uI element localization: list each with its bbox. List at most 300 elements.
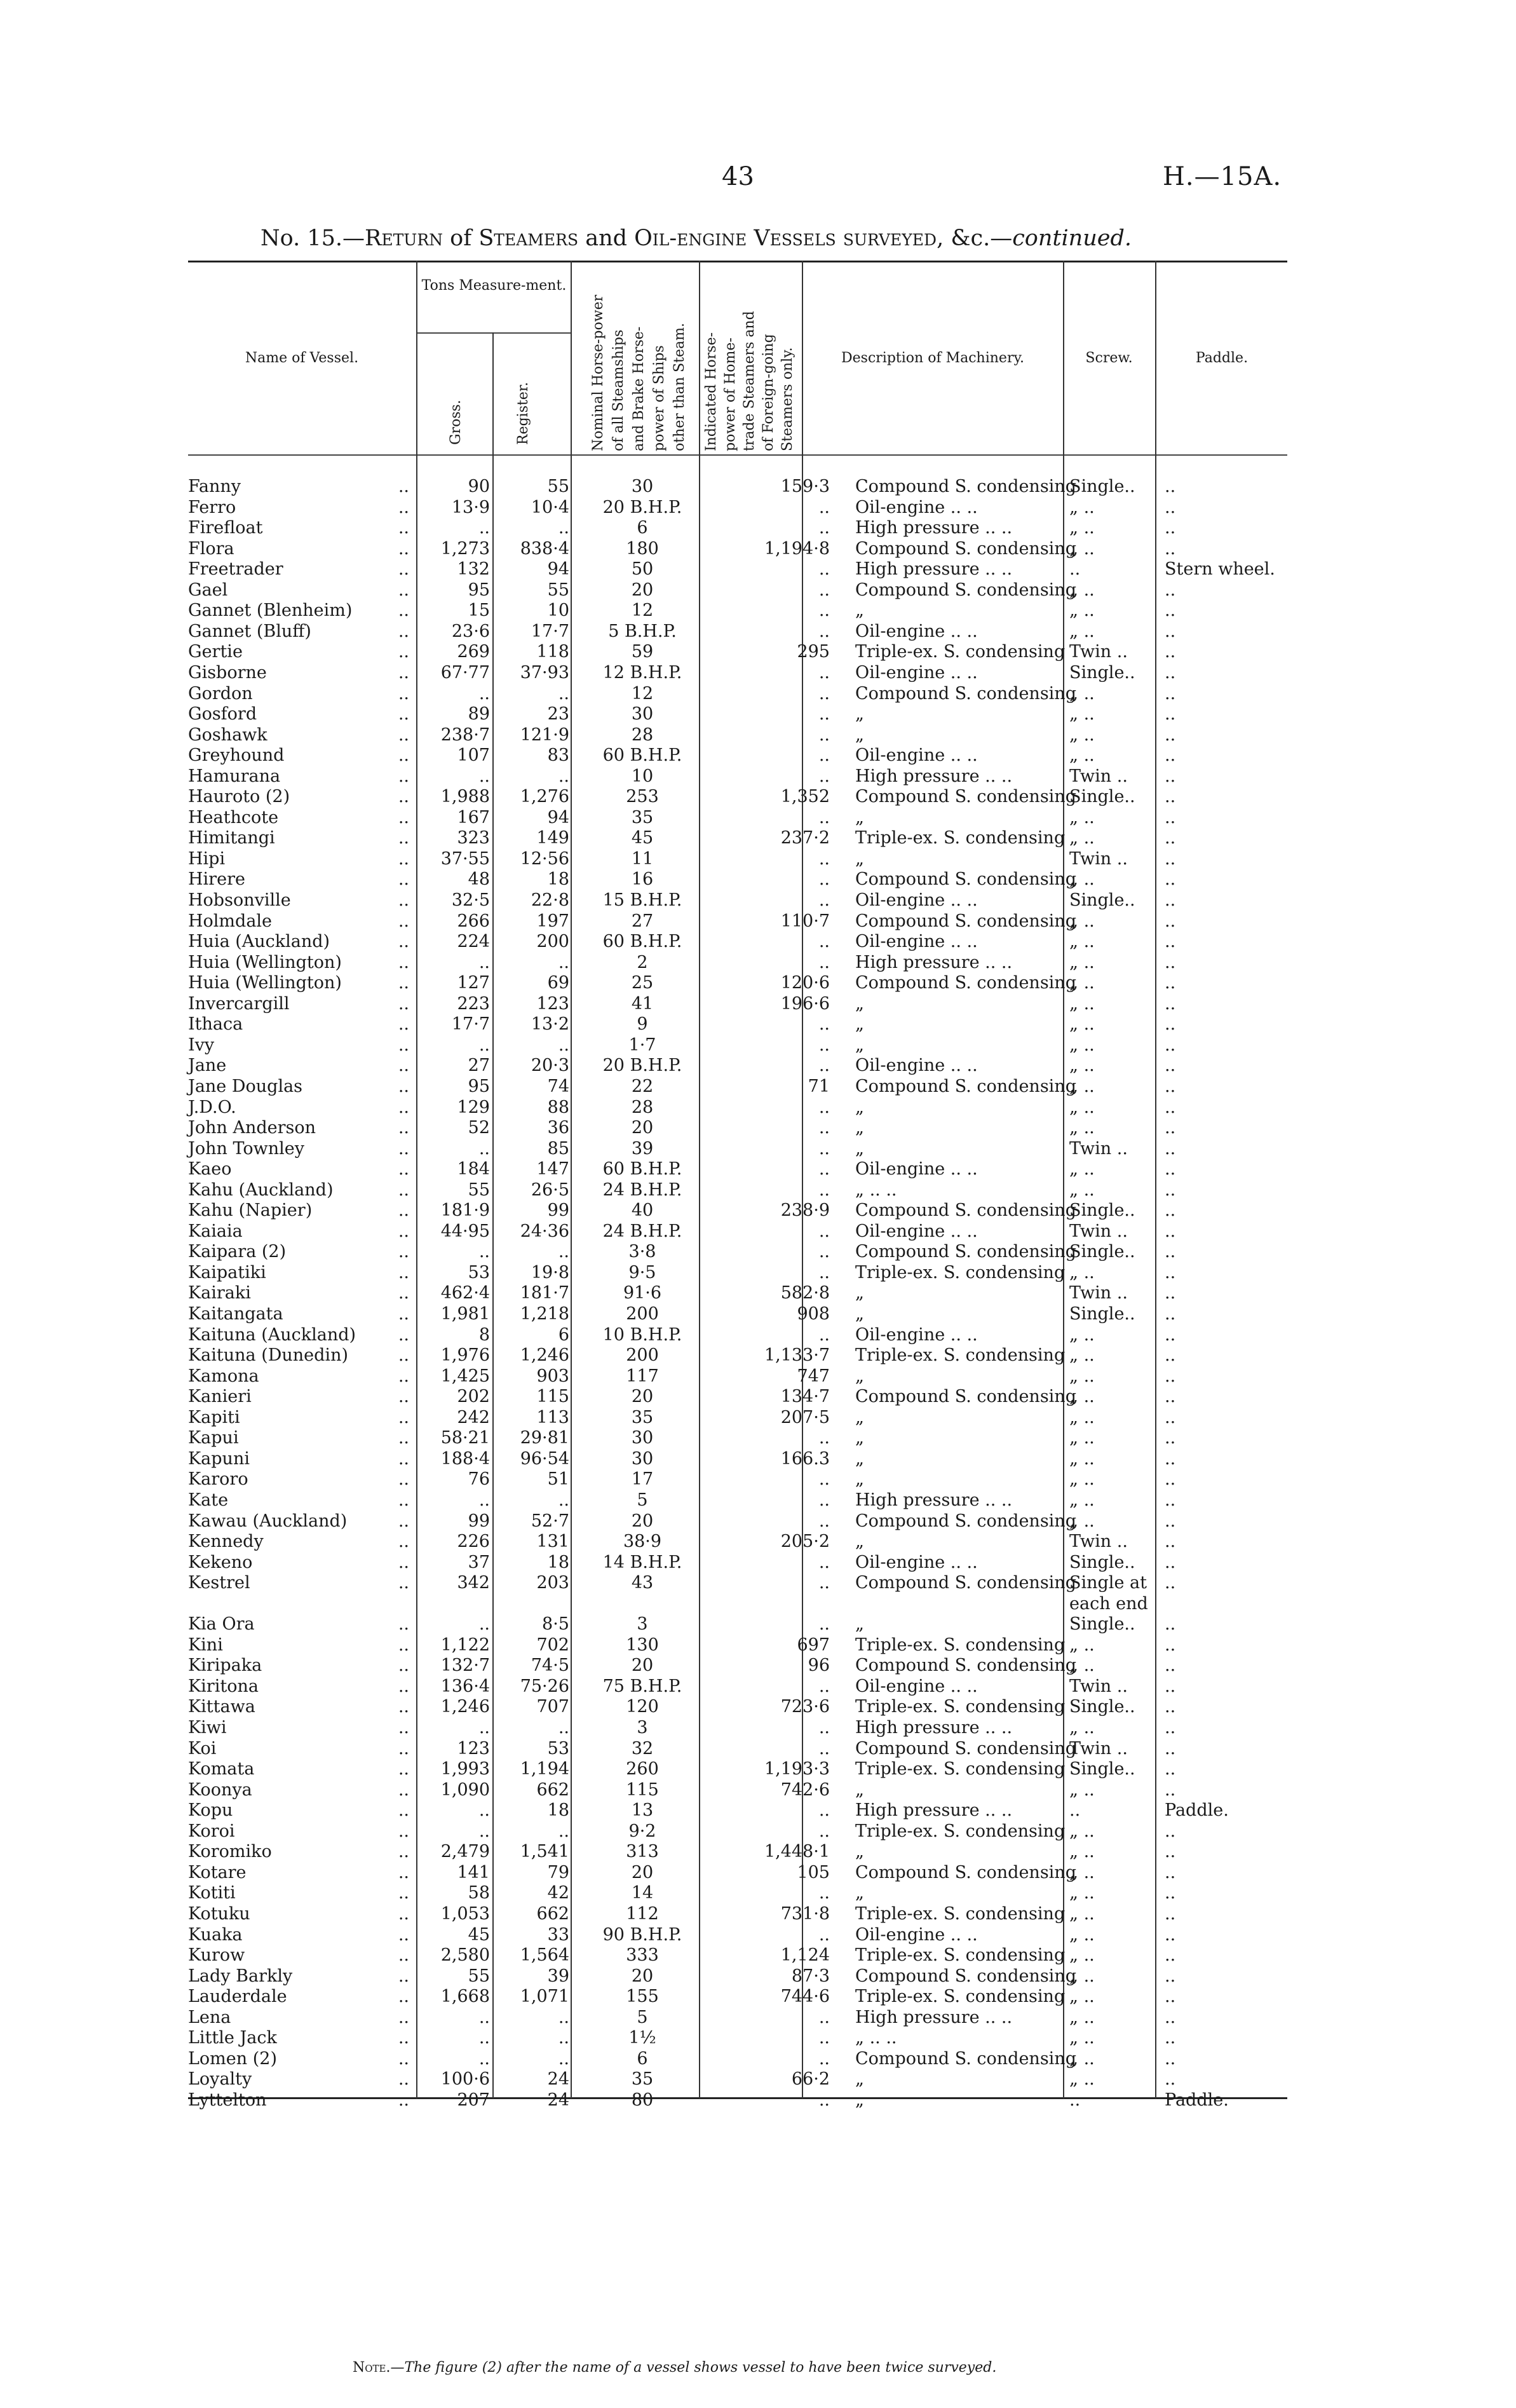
table-row xyxy=(188,1532,1306,1552)
table-row xyxy=(188,539,1306,559)
table-row xyxy=(188,973,1306,993)
cell-gross: 184 xyxy=(457,1159,490,1179)
leader-dots: .. xyxy=(398,1098,409,1117)
cell-paddle: Paddle. xyxy=(1165,2090,1229,2110)
cell-paddle: .. xyxy=(1165,2008,1176,2027)
leader-dots: .. xyxy=(398,808,409,827)
cell-register: 23 xyxy=(547,704,569,724)
leader-dots: .. xyxy=(398,787,409,806)
cell-gross: 132 xyxy=(457,559,490,579)
leader-dots: .. xyxy=(398,1387,409,1406)
cell-screw: „ .. xyxy=(1069,2008,1095,2027)
cell-description: Oil-engine .. .. xyxy=(855,932,978,951)
cell-name: Kopu xyxy=(188,1800,233,1820)
cell-nominal: 59 xyxy=(631,642,654,662)
leader-dots: .. xyxy=(398,1532,409,1551)
header-gross: Gross. xyxy=(448,400,464,445)
cell-paddle: .. xyxy=(1165,1263,1176,1282)
title-etc: , &c.— xyxy=(937,226,1013,251)
cell-screw: Single.. xyxy=(1069,477,1135,496)
cell-indicated: 744·6 xyxy=(780,1987,830,2006)
leader-dots: .. xyxy=(398,1490,409,1510)
cell-description: „ xyxy=(855,1842,864,1861)
cell-gross: 90 xyxy=(468,477,490,496)
cell-nominal: 45 xyxy=(631,828,654,848)
cell-screw: Twin .. xyxy=(1069,1532,1128,1551)
cell-screw: „ .. xyxy=(1069,601,1095,620)
cell-screw: „ .. xyxy=(1069,1387,1095,1406)
cell-gross: 202 xyxy=(457,1387,490,1406)
cell-gross: 13·9 xyxy=(451,498,490,517)
cell-paddle: .. xyxy=(1165,766,1176,786)
cell-name: Greyhound xyxy=(188,745,285,765)
cell-indicated: .. xyxy=(818,1469,830,1489)
cell-paddle: .. xyxy=(1165,1221,1176,1241)
cell-indicated: 207·5 xyxy=(780,1408,830,1427)
cell-screw: „ .. xyxy=(1069,1925,1095,1945)
cell-paddle: .. xyxy=(1165,1925,1176,1945)
header-indicated-hp-line: Indicated Horse- xyxy=(703,332,719,451)
cell-register: 18 xyxy=(547,869,569,889)
table-row xyxy=(188,1573,1306,1593)
cell-screw: Twin .. xyxy=(1069,1739,1128,1758)
cell-indicated: 1,133·7 xyxy=(764,1345,830,1365)
cell-screw: Single.. xyxy=(1069,890,1135,910)
cell-register: 123 xyxy=(536,994,569,1014)
page-number: 43 xyxy=(722,162,754,191)
table-row xyxy=(188,1118,1306,1138)
leader-dots: .. xyxy=(398,663,409,683)
cell-gross: 55 xyxy=(468,1966,490,1986)
cell-paddle: .. xyxy=(1165,1697,1176,1717)
cell-gross: 89 xyxy=(468,704,490,724)
table-row xyxy=(188,477,1306,497)
cell-name: Kurow xyxy=(188,1945,245,1965)
cell-name: Himitangi xyxy=(188,828,275,848)
cell-name: Fanny xyxy=(188,477,241,496)
cell-screw: .. xyxy=(1069,1800,1081,1820)
cell-indicated: .. xyxy=(818,808,830,827)
cell-indicated: 1,352 xyxy=(780,787,830,806)
cell-nominal: 10 xyxy=(631,766,654,786)
cell-screw: „ .. xyxy=(1069,1014,1095,1034)
table-row xyxy=(188,1780,1306,1800)
cell-screw: „ .. xyxy=(1069,539,1095,559)
cell-register: .. xyxy=(558,766,569,786)
cell-paddle: .. xyxy=(1165,994,1176,1014)
cell-nominal: 3·8 xyxy=(628,1242,656,1262)
cell-name: Lady Barkly xyxy=(188,1966,293,1986)
table-row xyxy=(188,1718,1306,1738)
cell-indicated: 747 xyxy=(797,1366,830,1386)
cell-screw: „ .. xyxy=(1069,1966,1095,1986)
cell-screw: „ .. xyxy=(1069,1180,1095,1200)
table-row xyxy=(188,932,1306,952)
cell-gross: 100·6 xyxy=(440,2069,490,2089)
cell-indicated: .. xyxy=(818,1490,830,1510)
cell-paddle: .. xyxy=(1165,1035,1176,1055)
table-row xyxy=(188,766,1306,787)
header-description: Description of Machinery. xyxy=(841,350,1024,366)
cell-indicated: .. xyxy=(818,1800,830,1820)
cell-paddle: .. xyxy=(1165,973,1176,993)
cell-nominal: 30 xyxy=(631,477,654,496)
cell-screw: Single.. xyxy=(1069,1304,1135,1324)
cell-indicated: .. xyxy=(818,2008,830,2027)
cell-name: Lauderdale xyxy=(188,1987,287,2006)
cell-description: „ xyxy=(855,2069,864,2089)
cell-indicated: .. xyxy=(818,559,830,579)
table-row xyxy=(188,911,1306,932)
cell-description: Oil-engine .. .. xyxy=(855,1925,978,1945)
cell-nominal: 9·5 xyxy=(628,1263,656,1282)
cell-paddle: .. xyxy=(1165,1904,1176,1924)
cell-name: Kanieri xyxy=(188,1387,252,1406)
cell-paddle: .. xyxy=(1165,1739,1176,1758)
cell-name: Jane xyxy=(188,1056,227,1075)
cell-indicated: .. xyxy=(818,1573,830,1593)
cell-screw: „ .. xyxy=(1069,498,1095,517)
cell-description: „ xyxy=(855,1366,864,1386)
leader-dots: .. xyxy=(398,642,409,662)
leader-dots: .. xyxy=(398,1925,409,1945)
cell-paddle: .. xyxy=(1165,1469,1176,1489)
cell-register: 662 xyxy=(536,1904,569,1924)
cell-nominal: 120 xyxy=(626,1697,659,1717)
cell-register: .. xyxy=(558,1821,569,1841)
leader-dots: .. xyxy=(398,1614,409,1634)
leader-dots: .. xyxy=(398,766,409,786)
cell-indicated: .. xyxy=(818,1511,830,1531)
cell-nominal: 5 B.H.P. xyxy=(608,622,677,641)
cell-description: Compound S. condensing xyxy=(855,1966,1076,1986)
cell-nominal: 80 xyxy=(631,2090,654,2110)
header-screw: Screw. xyxy=(1085,350,1133,366)
leader-dots: .. xyxy=(398,1821,409,1841)
cell-nominal: 20 xyxy=(631,1118,654,1138)
table-row xyxy=(188,828,1306,848)
cell-description: Compound S. condensing xyxy=(855,1242,1076,1262)
cell-paddle: .. xyxy=(1165,1201,1176,1220)
cell-screw: „ .. xyxy=(1069,1325,1095,1345)
cell-nominal: 43 xyxy=(631,1573,654,1593)
table-row xyxy=(188,1449,1306,1469)
cell-name: Kestrel xyxy=(188,1573,250,1593)
cell-register: 52·7 xyxy=(531,1511,569,1531)
cell-screw: „ .. xyxy=(1069,1118,1095,1138)
leader-dots: .. xyxy=(398,849,409,869)
cell-register: 115 xyxy=(536,1387,569,1406)
cell-nominal: 24 B.H.P. xyxy=(602,1180,682,1200)
cell-paddle: .. xyxy=(1165,663,1176,683)
cell-screw: „ .. xyxy=(1069,2028,1095,2048)
cell-name: Kuaka xyxy=(188,1925,243,1945)
cell-register: 707 xyxy=(536,1697,569,1717)
cell-gross: 23·6 xyxy=(451,622,490,641)
cell-screw: Twin .. xyxy=(1069,1221,1128,1241)
table-row xyxy=(188,808,1306,828)
cell-gross: 2,580 xyxy=(440,1945,490,1965)
cell-register: .. xyxy=(558,1035,569,1055)
cell-register: .. xyxy=(558,1490,569,1510)
table-row xyxy=(188,498,1306,518)
cell-screw: Single.. xyxy=(1069,1242,1135,1262)
cell-register: 113 xyxy=(536,1408,569,1427)
cell-gross: .. xyxy=(478,1718,490,1738)
cell-nominal: 180 xyxy=(626,539,659,559)
cell-screw: „ .. xyxy=(1069,622,1095,641)
cell-name: Gannet (Blenheim) xyxy=(188,601,353,620)
cell-paddle: .. xyxy=(1165,1821,1176,1841)
cell-description: Compound S. condensing xyxy=(855,1201,1076,1220)
table-row xyxy=(188,1614,1306,1635)
cell-name: Kate xyxy=(188,1490,229,1510)
cell-name: Ferro xyxy=(188,498,236,517)
cell-register: 1,246 xyxy=(520,1345,569,1365)
cell-description: Triple-ex. S. condensing xyxy=(855,828,1066,848)
cell-register: 1,218 xyxy=(520,1304,569,1324)
cell-nominal: 28 xyxy=(631,1098,654,1117)
cell-indicated: .. xyxy=(818,2028,830,2048)
cell-screw: Twin .. xyxy=(1069,849,1128,869)
cell-nominal: 75 B.H.P. xyxy=(602,1677,682,1696)
table-row xyxy=(188,2090,1306,2111)
cell-register: 10 xyxy=(547,601,569,620)
cell-screw: „ .. xyxy=(1069,580,1095,600)
cell-gross: 1,122 xyxy=(440,1635,490,1655)
cell-nominal: 20 xyxy=(631,580,654,600)
table-row xyxy=(188,2069,1306,2090)
table-row xyxy=(188,1656,1306,1676)
cell-indicated: 134·7 xyxy=(780,1387,830,1406)
cell-description: Compound S. condensing xyxy=(855,1863,1076,1882)
cell-indicated: .. xyxy=(818,1098,830,1117)
leader-dots: .. xyxy=(398,1718,409,1738)
table-row xyxy=(188,994,1306,1014)
cell-nominal: 40 xyxy=(631,1201,654,1220)
cell-gross: .. xyxy=(478,1139,490,1159)
cell-nominal: 155 xyxy=(626,1987,659,2006)
cell-screw: „ .. xyxy=(1069,1511,1095,1531)
cell-name: Kaipara (2) xyxy=(188,1242,287,1262)
cell-description: „ xyxy=(855,1408,864,1427)
cell-indicated: .. xyxy=(818,1739,830,1758)
cell-description: Oil-engine .. .. xyxy=(855,1056,978,1075)
cell-indicated: .. xyxy=(818,725,830,745)
cell-gross: 15 xyxy=(468,601,490,620)
table-row xyxy=(188,1883,1306,1903)
cell-paddle: .. xyxy=(1165,580,1176,600)
cell-paddle: .. xyxy=(1165,477,1176,496)
cell-name: Kaiaia xyxy=(188,1221,243,1241)
cell-gross: 76 xyxy=(468,1469,490,1489)
leader-dots: .. xyxy=(398,1345,409,1365)
cell-name: Koromiko xyxy=(188,1842,272,1861)
cell-register: 85 xyxy=(547,1139,569,1159)
cell-paddle: .. xyxy=(1165,2069,1176,2089)
cell-name: Kiritona xyxy=(188,1677,259,1696)
leader-dots: .. xyxy=(398,498,409,517)
cell-register: 197 xyxy=(536,911,569,931)
cell-nominal: 60 B.H.P. xyxy=(602,1159,682,1179)
cell-indicated: .. xyxy=(818,704,830,724)
cell-description: „ xyxy=(855,1139,864,1159)
cell-name: Kotuku xyxy=(188,1904,250,1924)
cell-nominal: 200 xyxy=(626,1304,659,1324)
cell-indicated: .. xyxy=(818,2090,830,2110)
cell-indicated: .. xyxy=(818,1677,830,1696)
cell-screw: Single.. xyxy=(1069,787,1135,806)
cell-paddle: .. xyxy=(1165,828,1176,848)
leader-dots: .. xyxy=(398,725,409,745)
title-steamers: Steamers xyxy=(478,226,579,251)
cell-indicated: .. xyxy=(818,1263,830,1282)
cell-screw: „ .. xyxy=(1069,1821,1095,1841)
table-row xyxy=(188,1594,1306,1614)
cell-nominal: 1·7 xyxy=(628,1035,656,1055)
cell-indicated: 238·9 xyxy=(780,1201,830,1220)
leader-dots: .. xyxy=(398,1201,409,1220)
cell-description: Compound S. condensing xyxy=(855,539,1076,559)
cell-nominal: 30 xyxy=(631,1449,654,1469)
cell-register: 181·7 xyxy=(520,1283,569,1303)
cell-paddle: .. xyxy=(1165,1842,1176,1861)
cell-description: High pressure .. .. xyxy=(855,953,1013,972)
cell-name: Kamona xyxy=(188,1366,259,1386)
cell-paddle: .. xyxy=(1165,1387,1176,1406)
cell-description: „ xyxy=(855,2090,864,2110)
cell-paddle: .. xyxy=(1165,539,1176,559)
cell-nominal: 11 xyxy=(631,849,654,869)
cell-description: Compound S. condensing xyxy=(855,1077,1076,1096)
cell-name: Hobsonville xyxy=(188,890,291,910)
cell-paddle: .. xyxy=(1165,1242,1176,1262)
cell-indicated: .. xyxy=(818,1221,830,1241)
cell-screw: „ .. xyxy=(1069,1635,1095,1655)
table-row xyxy=(188,704,1306,724)
cell-gross: 99 xyxy=(468,1511,490,1531)
cell-register: .. xyxy=(558,2008,569,2027)
cell-description: „ xyxy=(855,1469,864,1489)
cell-nominal: 253 xyxy=(626,787,659,806)
cell-gross: 266 xyxy=(457,911,490,931)
cell-description: „ xyxy=(855,704,864,724)
cell-gross: 52 xyxy=(468,1118,490,1138)
table-row xyxy=(188,1966,1306,1987)
cell-name: Huia (Wellington) xyxy=(188,953,342,972)
cell-register: 17·7 xyxy=(531,622,569,641)
table-row xyxy=(188,2008,1306,2028)
cell-name: Invercargill xyxy=(188,994,290,1014)
cell-gross: 2,479 xyxy=(440,1842,490,1861)
leader-dots: .. xyxy=(398,745,409,765)
cell-register: 118 xyxy=(536,642,569,662)
cell-register: 1,071 xyxy=(520,1987,569,2006)
cell-indicated: .. xyxy=(818,1118,830,1138)
header-indicated-hp-line: of Foreign-going xyxy=(761,334,776,451)
table-row xyxy=(188,1201,1306,1221)
cell-nominal: 1½ xyxy=(628,2028,656,2048)
cell-paddle: .. xyxy=(1165,1511,1176,1531)
table-row xyxy=(188,559,1306,580)
cell-nominal: 12 xyxy=(631,684,654,704)
cell-description: Compound S. condensing xyxy=(855,1511,1076,1531)
table-row xyxy=(188,953,1306,973)
cell-indicated: 120·6 xyxy=(780,973,830,993)
cell-register: .. xyxy=(558,518,569,538)
cell-register: 83 xyxy=(547,745,569,765)
cell-screw: „ .. xyxy=(1069,1345,1095,1365)
page-title xyxy=(261,226,1132,251)
cell-screw: „ .. xyxy=(1069,1263,1095,1282)
cell-register: 8·5 xyxy=(542,1614,569,1634)
cell-register: 88 xyxy=(547,1098,569,1117)
cell-name: Gertie xyxy=(188,642,243,662)
cell-register: 149 xyxy=(536,828,569,848)
leader-dots: .. xyxy=(398,1863,409,1882)
cell-paddle: .. xyxy=(1165,1408,1176,1427)
cell-gross: 17·7 xyxy=(451,1014,490,1034)
cell-screw: Single.. xyxy=(1069,1697,1135,1717)
cell-register: 203 xyxy=(536,1573,569,1593)
cell-register: 94 xyxy=(547,559,569,579)
cell-name: Kittawa xyxy=(188,1697,255,1717)
table-row xyxy=(188,1677,1306,1697)
cell-gross: .. xyxy=(478,1242,490,1262)
cell-name: Koi xyxy=(188,1739,217,1758)
leader-dots: .. xyxy=(398,911,409,931)
cell-indicated: .. xyxy=(818,1821,830,1841)
table-row xyxy=(188,1490,1306,1511)
cell-description: Compound S. condensing xyxy=(855,911,1076,931)
cell-register: 131 xyxy=(536,1532,569,1551)
cell-screw: „ .. xyxy=(1069,1077,1095,1096)
cell-description: High pressure .. .. xyxy=(855,1800,1013,1820)
cell-gross: 1,981 xyxy=(440,1304,490,1324)
cell-indicated: .. xyxy=(818,890,830,910)
table-row xyxy=(188,1842,1306,1862)
leader-dots: .. xyxy=(398,1511,409,1531)
cell-nominal: 41 xyxy=(631,994,654,1014)
leader-dots: .. xyxy=(398,1366,409,1386)
cell-gross: 1,988 xyxy=(440,787,490,806)
title-return: Return xyxy=(365,226,443,251)
leader-dots: .. xyxy=(398,828,409,848)
header-nominal-hp-line: power of Ships xyxy=(651,345,667,451)
title-continued: continued. xyxy=(1012,226,1132,251)
header-paddle: Paddle. xyxy=(1195,350,1249,366)
cell-screw: „ .. xyxy=(1069,1945,1095,1965)
cell-register: .. xyxy=(558,1718,569,1738)
leader-dots: .. xyxy=(398,684,409,704)
cell-description: High pressure .. .. xyxy=(855,1490,1013,1510)
header-indicated-hp-line: power of Home- xyxy=(722,337,738,451)
leader-dots: .. xyxy=(398,1945,409,1965)
cell-register: 1,276 xyxy=(520,787,569,806)
cell-description: Triple-ex. S. condensing xyxy=(855,1759,1066,1779)
leader-dots: .. xyxy=(398,973,409,993)
cell-paddle: .. xyxy=(1165,1118,1176,1138)
title-of: of xyxy=(443,226,479,251)
cell-nominal: 38·9 xyxy=(623,1532,662,1551)
cell-register: 13·2 xyxy=(531,1014,569,1034)
cell-screw: „ .. xyxy=(1069,1098,1095,1117)
cell-gross: 1,425 xyxy=(440,1366,490,1386)
table-row xyxy=(188,1056,1306,1076)
cell-screw: „ .. xyxy=(1069,704,1095,724)
cell-indicated: 731·8 xyxy=(780,1904,830,1924)
cell-name: Kiwi xyxy=(188,1718,227,1738)
